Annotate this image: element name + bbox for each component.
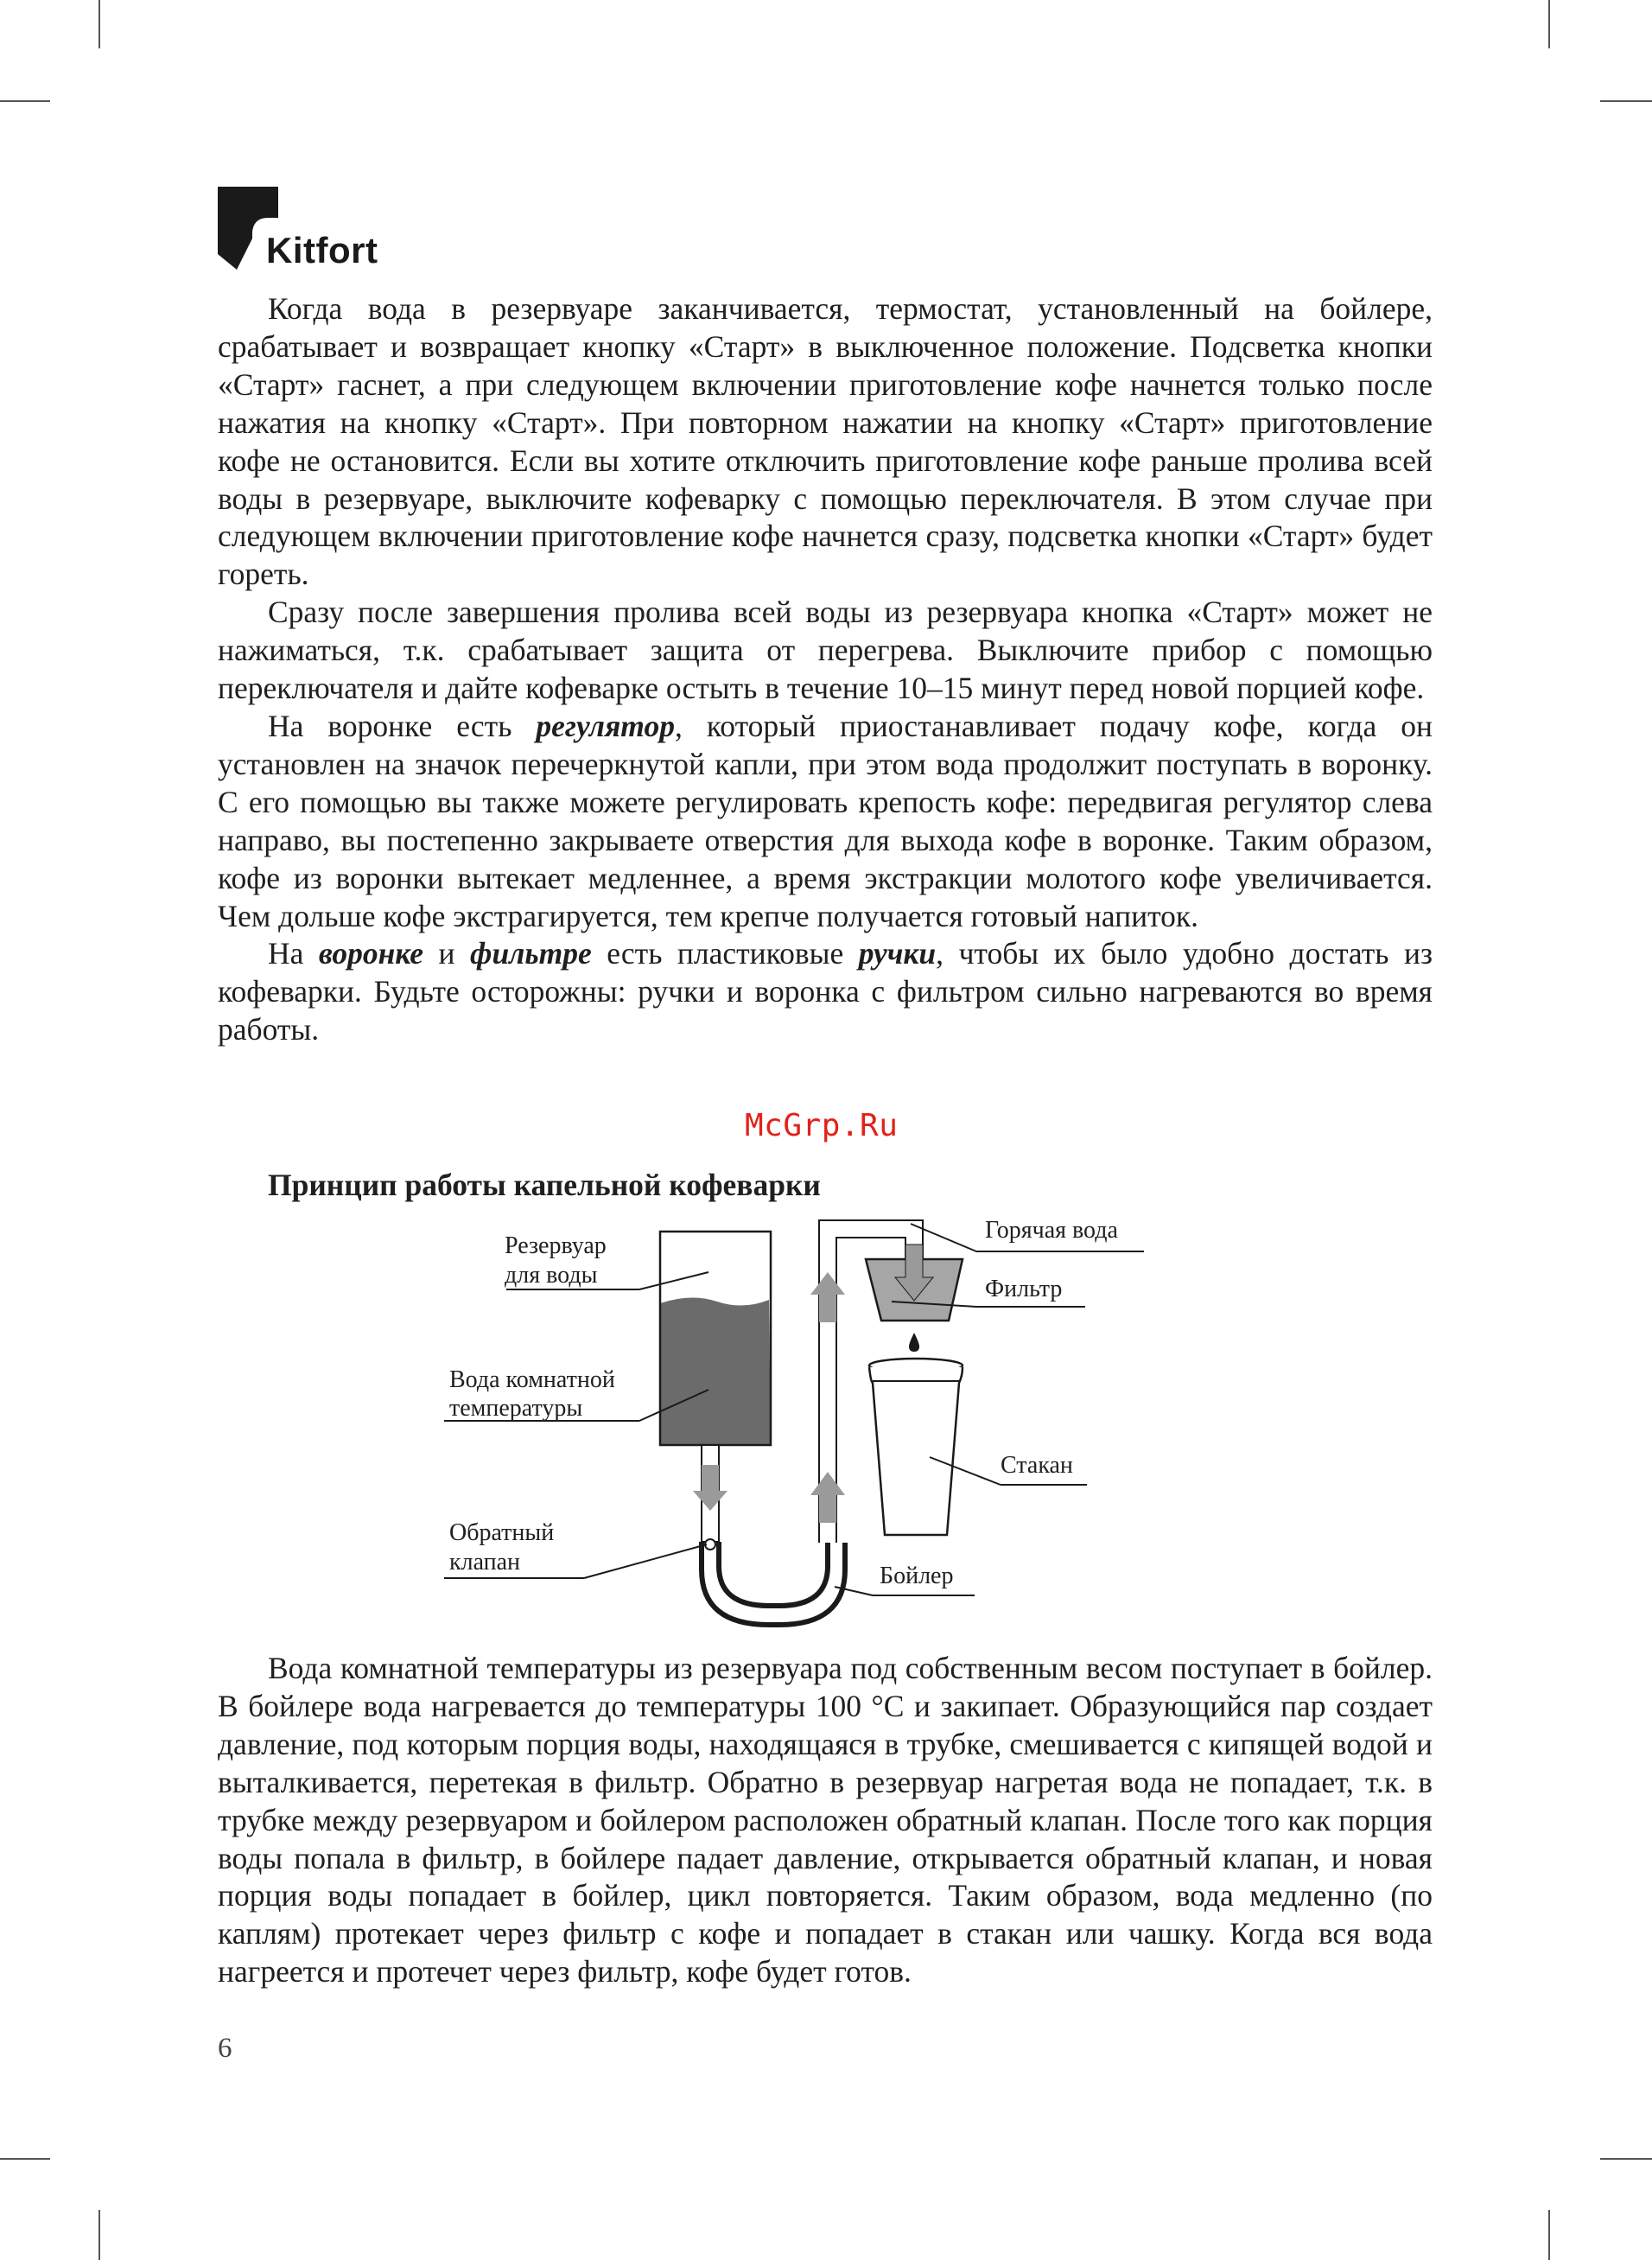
section-title: Принцип работы капельной кофеварки — [268, 1168, 821, 1202]
label-filter: Фильтр — [985, 1276, 1063, 1302]
text-run: На воронке есть — [268, 708, 537, 743]
up-arrow-icon — [810, 1272, 845, 1322]
emphasized-term: ручки — [858, 936, 937, 971]
reservoir-water — [660, 1297, 771, 1445]
label-hot-water: Горячая вода — [985, 1217, 1118, 1244]
text-run: , который приостанавливает подачу кофе, когда он установлен на значок перечеркнутой капли, при этом вода продолжит поступать в воронку. С его помощью вы также можете регулировать крепость кофе: передвигая регулятор слева направо, вы постепенно закрываете отверстия для выхода кофе в воронке. Таким образом, кофе из воронки вытекает медленнее, а время экстракции молотого кофе увеличивается. Чем дольше кофе экстрагируется, тем крепче получается готовый напиток. — [218, 708, 1433, 933]
text-run: есть пластиковые — [591, 936, 859, 971]
emphasized-term: регулятор — [536, 708, 675, 743]
label-boiler: Бойлер — [880, 1563, 954, 1589]
emphasized-term: фильтре — [470, 936, 592, 971]
boiler-tube-inner — [719, 1542, 828, 1606]
text-run: и — [423, 936, 471, 971]
page-number: 6 — [218, 2033, 232, 2064]
label-room-water: Вода комнатной — [449, 1366, 615, 1393]
text-run: , чтобы их было удобно достать из кофеварки. Будьте осторожны: ручки и воронка с фильтром сильно нагреваются во время работы. — [218, 936, 1433, 1047]
paragraph — [218, 1650, 1433, 1991]
text-run: Сразу после завершения пролива всей воды из резервуара кнопка «Старт» может не нажиматься, т.к. срабатывает защита от перегрева. Выключите прибор с помощью переключателя и дайте кофеварке остыть в течение 10–15 минут перед новой порцией кофе. — [218, 595, 1433, 706]
label-reservoir: Резервуар — [505, 1232, 607, 1259]
label-check-valve: Обратный — [449, 1519, 555, 1546]
up-arrow-icon — [810, 1472, 845, 1523]
glass — [869, 1359, 963, 1535]
down-arrow-icon — [693, 1465, 728, 1511]
emphasized-term: воронке — [318, 936, 423, 971]
label-check-valve: клапан — [449, 1549, 521, 1576]
body-text-bottom — [218, 1650, 1433, 1991]
label-room-water: температуры — [449, 1395, 583, 1422]
reservoir — [660, 1232, 771, 1445]
text-run: Вода комнатной температуры из резервуара под собственным весом поступает в бойлер. В бойлере вода нагревается до температуры 100 °С и закипает. Образующийся пар создает давление, под которым порция воды, находящаяся в трубке, смешивается с кипящей водой и выталкивается, перетекая в фильтр. Обратно в резервуар нагретая вода не попадает, т.к. в трубке между резервуаром и бойлером расположен обратный клапан. После того как порция воды попала в фильтр, в бойлере падает давление, открывается обратный клапан, и новая порция воды попадает в бойлер, цикл повторяется. Таким образом, вода медленно (по каплям) протекает через фильтр с кофе и попадает в стакан или чашку. Когда вся вода нагреется и протечет через фильтр, кофе будет готов. — [218, 1651, 1433, 1989]
label-glass: Стакан — [1001, 1452, 1073, 1479]
text-run: Когда вода в резервуаре заканчивается, термостат, установленный на бойлере, срабатывает и возвращает кнопку «Старт» в выключенное положение. Подсветка кнопки «Старт» гаснет, а при следующем включении приготовление кофе начнется только после нажатия на кнопку «Старт». При повторном нажатии на кнопку «Старт» приготовление кофе не остановится. Если вы хотите отключить приготовление кофе раньше пролива всей воды в резервуаре, выключите кофеварку с помощью переключателя. В этом случае при следующем включении приготовление кофе начнется сразу, подсветка кнопки «Старт» будет гореть. — [218, 291, 1433, 592]
coffee-drop-icon — [909, 1333, 919, 1352]
text-run: На — [268, 936, 319, 971]
label-reservoir: для воды — [505, 1262, 598, 1289]
brand-name: Kitfort — [266, 230, 378, 271]
watermark: McGrp.Ru — [745, 1108, 899, 1143]
